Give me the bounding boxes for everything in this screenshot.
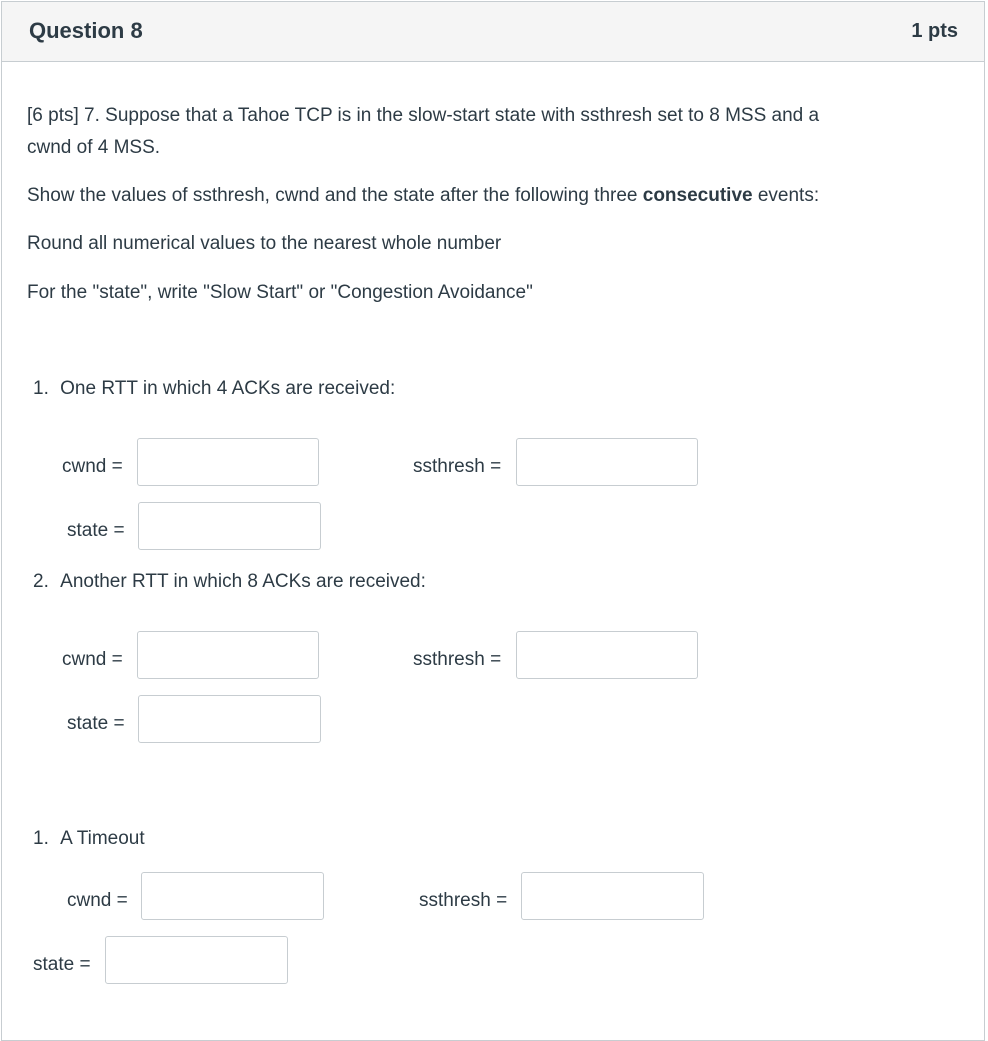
event-1-state-input[interactable] [138, 502, 321, 550]
instructions-prefix: Show the values of ssthresh, cwnd and the state after the following three [27, 185, 643, 206]
instructions-line [27, 180, 819, 212]
event-1-ssthresh-label: ssthresh = [413, 456, 502, 477]
event-1-state-label: state = [67, 520, 125, 541]
event-3-heading [33, 828, 145, 850]
event-2-ssthresh-label: ssthresh = [413, 649, 502, 670]
event-1-cwnd-label: cwnd = [62, 456, 123, 477]
question-header [2, 2, 984, 62]
question-points: 1 pts [911, 20, 958, 42]
event-1-heading [33, 378, 395, 400]
event-3-ssthresh-input[interactable] [521, 872, 704, 920]
event-2-cwnd-input[interactable] [137, 631, 319, 679]
rounding-note: Round all numerical values to the nearest whole number [27, 233, 502, 254]
event-3-cwnd-label: cwnd = [67, 890, 128, 911]
event-3-state-label: state = [33, 954, 91, 975]
event-1-number: 1. [33, 378, 49, 399]
event-3-number: 1. [33, 828, 49, 849]
instructions-suffix: events: [752, 185, 820, 206]
event-3-cwnd-input[interactable] [141, 872, 324, 920]
instructions-bold: consecutive [642, 185, 753, 206]
event-1-cwnd-input[interactable] [137, 438, 319, 486]
intro-line-1: [6 pts] 7. Suppose that a Tahoe TCP is in the slow-start state with ssthresh set to 8 MSS and a [27, 105, 820, 126]
event-2-cwnd-label: cwnd = [62, 649, 123, 670]
intro-line-2: cwnd of 4 MSS. [27, 137, 161, 158]
event-3-text: A Timeout [60, 828, 145, 849]
event-2-number: 2. [33, 571, 49, 592]
event-1-ssthresh-input[interactable] [516, 438, 698, 486]
event-2-ssthresh-input[interactable] [516, 631, 698, 679]
event-2-text: Another RTT in which 8 ACKs are received: [60, 571, 426, 592]
event-2-state-input[interactable] [138, 695, 321, 743]
event-3-ssthresh-label: ssthresh = [419, 890, 508, 911]
question-title: Question 8 [29, 18, 143, 43]
event-3-state-input[interactable] [105, 936, 288, 984]
event-1-text: One RTT in which 4 ACKs are received: [60, 378, 396, 399]
event-2-heading [33, 571, 426, 593]
state-hint: For the "state", write "Slow Start" or "Congestion Avoidance" [27, 282, 533, 303]
event-2-state-label: state = [67, 713, 125, 734]
